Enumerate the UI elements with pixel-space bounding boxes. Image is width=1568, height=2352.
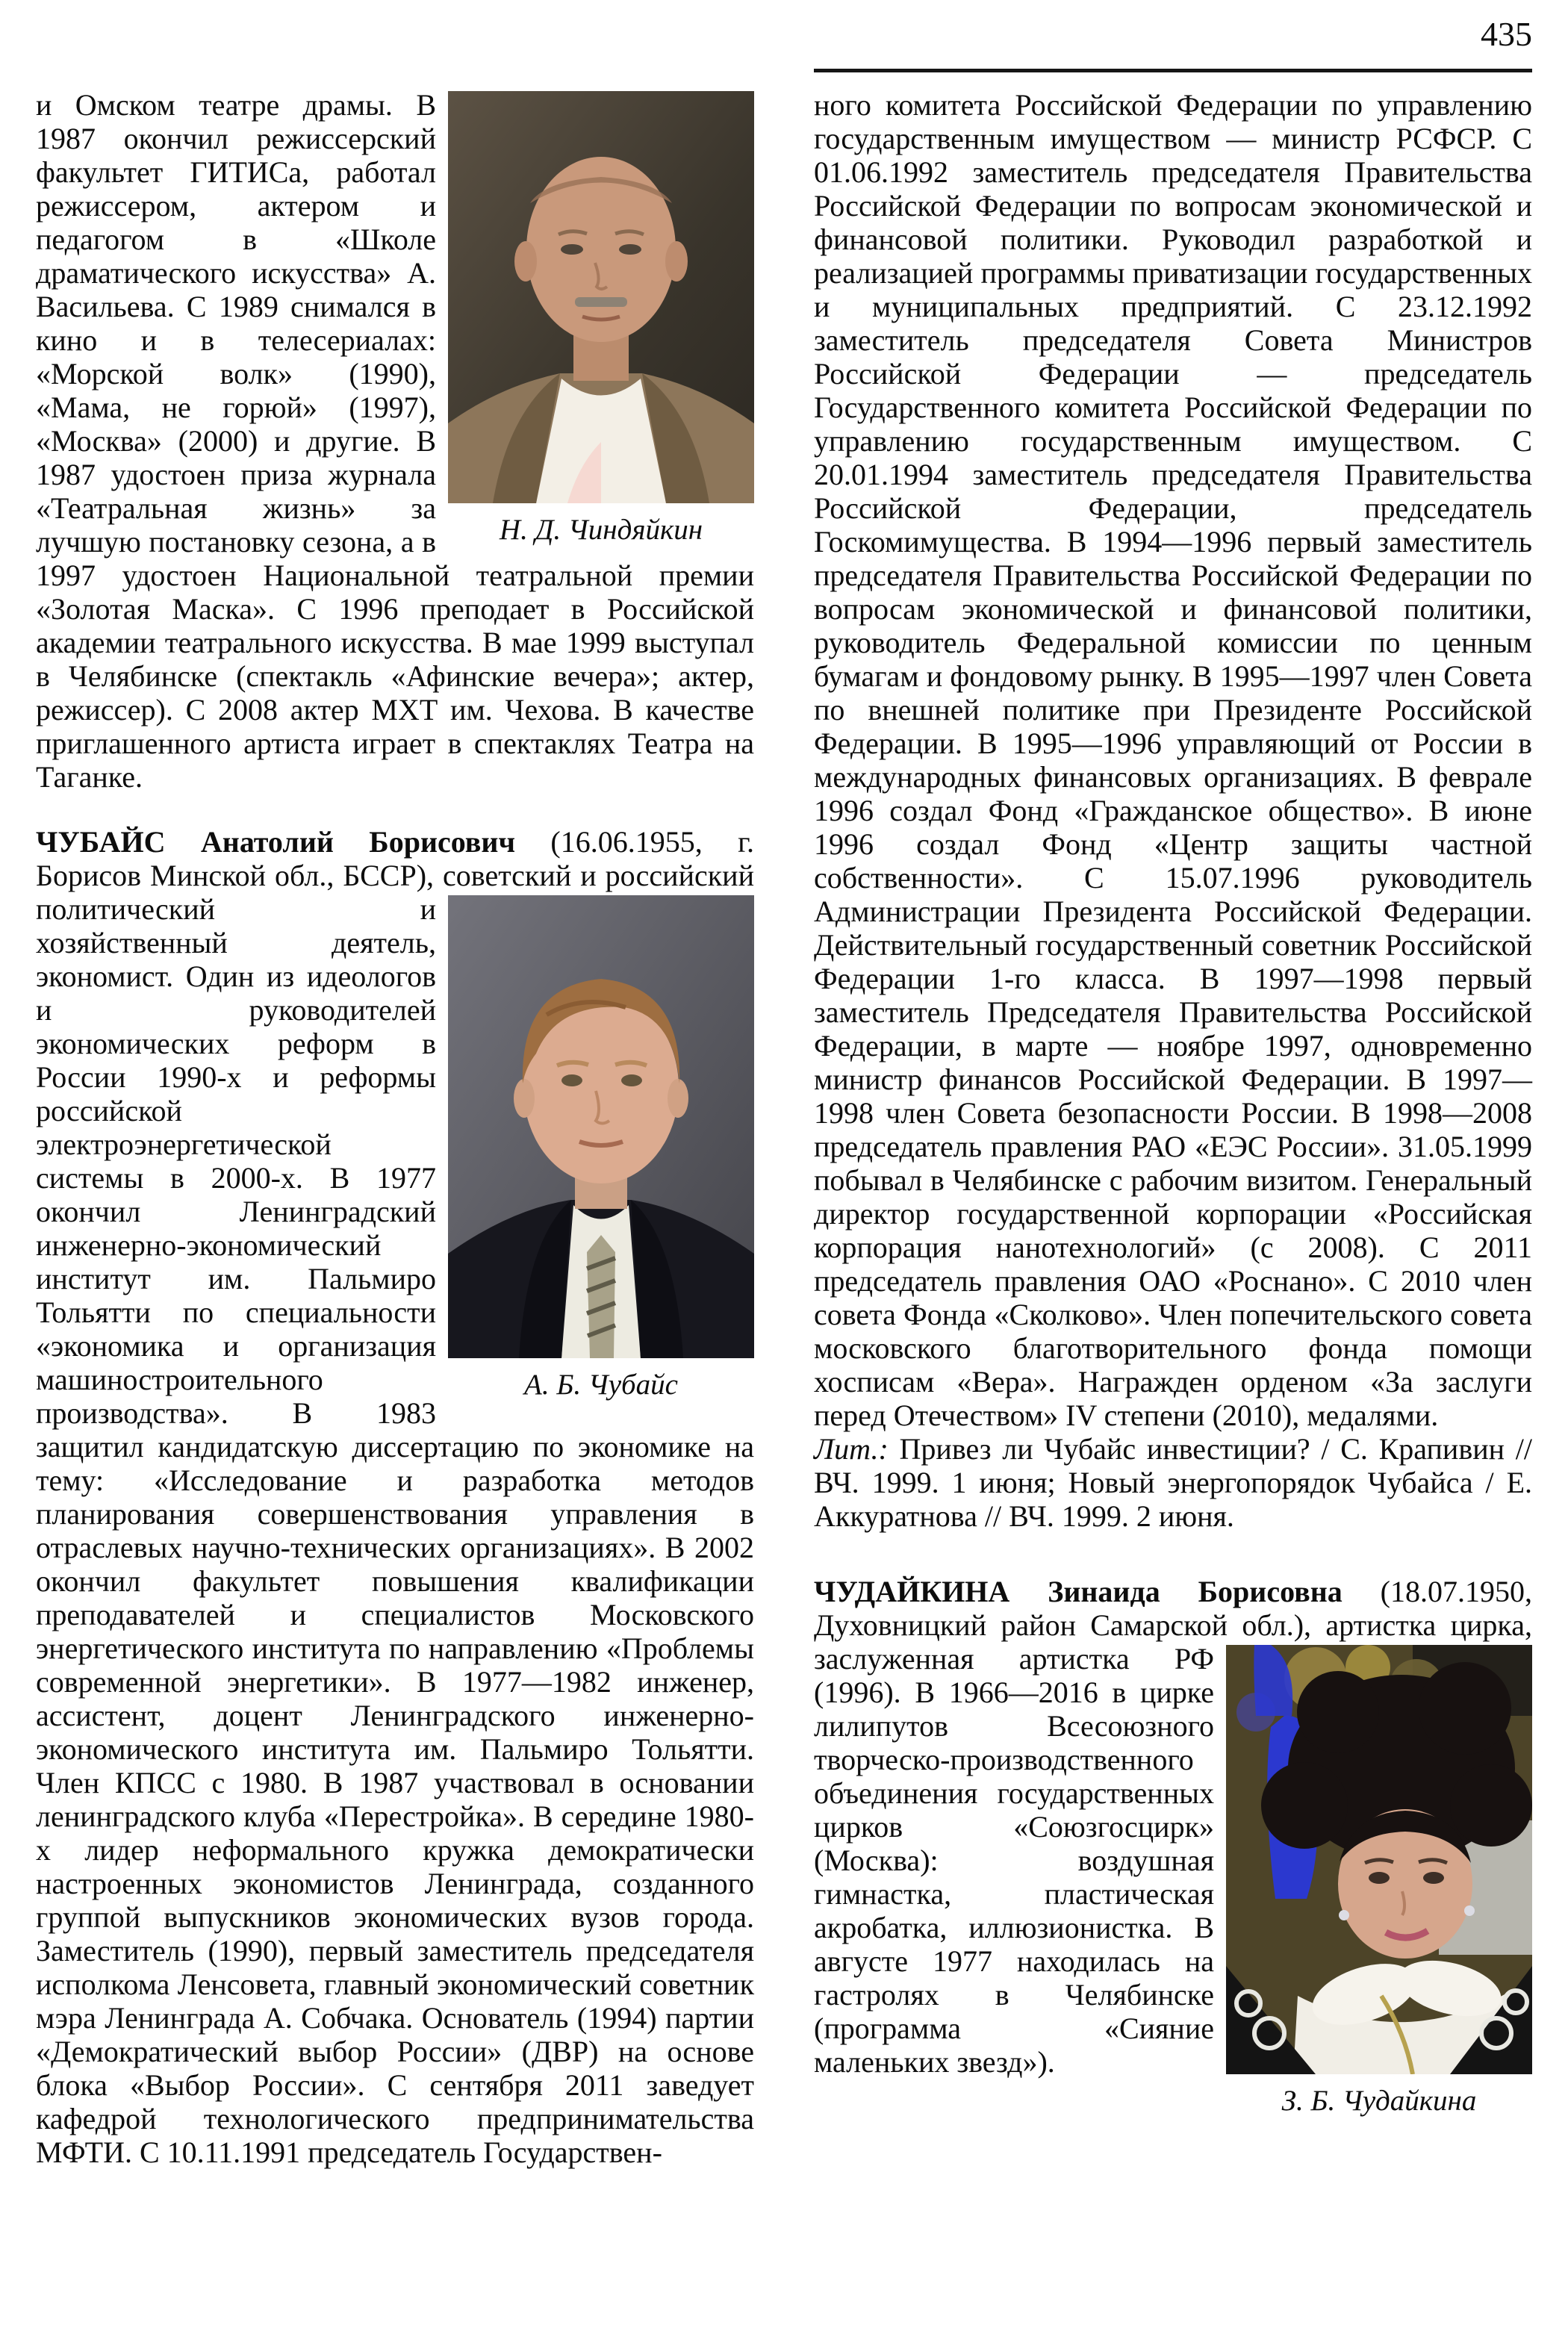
chudaykina-entry-text: цирка, заслуженная артистка РФ (1996). В 1966—2016 в цирке лилипутов Всесоюзного творческо-производственного объединения государственных цирков «Союзгосцирк» (Москва): воздушная гимнастка, пластическая акробатка, иллюзионистка. В августе 1977 находилась на гастролях в Челябинске (программа «Сияние маленьких звезд»). [814,1608,1532,2079]
right-column [814,88,1532,2128]
chubais-continuation-paragraph [814,88,1532,1432]
literature-text: Привез ли Чубайс инвестиции? / С. Крапивин // ВЧ. 1999. 1 июня; Новый энергопорядок Чубайса / Е. Аккуратнова // ВЧ. 1999. 2 июня. [814,1432,1532,1533]
chubais-photo-caption: А. Б. Чубайс [524,1369,678,1401]
chindyaikin-photo-caption: Н. Д. Чиндяйкин [499,514,703,546]
chudaykina-headword: ЧУДАЙКИНА Зинаида Борисовна [814,1575,1343,1608]
chindyaikin-article-paragraph [36,88,754,794]
chindyaikin-photo [448,91,754,503]
chudaykina-head-rest: (18.07.1950, Духовницкий район Самарской обл.), артистка [814,1575,1532,1642]
literature-paragraph [814,1432,1532,1533]
chudaykina-photo-caption: З. Б. Чудайкина [1281,2085,1477,2117]
chudaykina-figure [1226,1645,1532,2118]
chudaykina-entry [814,1575,1532,2117]
chubais-continuation-text: ного комитета Российской Федерации по управлению государственным имуществом — министр РСФСР. С 01.06.1992 заместитель председателя Правительства Российской Федерации по вопросам экономической и финансовой политики. Руководил разработкой и реализацией программы приватизации государственных и муниципальных предприятий. С 23.12.1992 заместитель председателя Совета Министров Российской Федерации — председатель Государственного комитета Российской Федерации по управлению государственным имуществом. С 20.01.1994 заместитель председателя Правительства Российской Федерации, председатель Госкомимущества. В 1994—1996 первый заместитель председателя Правительства Российской Федерации по вопросам экономической и финансовой политики, руководитель Федеральной комиссии по ценным бумагам и фондовому рынку. В 1995—1997 член Совета по внешней политике при Президенте Российской Федерации. В 1995—1996 управляющий от России в международных финансовых организациях. В феврале 1996 создал Фонд «Гражданское общество». В июне 1996 создал Фонд «Центр защиты частной собственности». С 15.07.1996 руководитель Администрации Президента Российской Федерации. Действительный государственный советник Российской Федерации 1-го класса. В 1997—1998 первый заместитель Председателя Правительства Российской Федерации, в марте — ноябре 1997, одновременно министр финансов Российской Федерации. В 1997—1998 член Совета безопасности России. В 1998—2008 председатель правления РАО «ЕЭС России». 31.05.1999 побывал в Челябинске с рабочим визитом. Генеральный директор государственной корпорации «Российская корпорация нанотехнологий» (с 2008). С 2011 председатель правления ОАО «Роснано». С 2010 член совета Фонда «Сколково». Член попечительского совета московского благотворительного фонда помощи хосписам «Вера». Награжден орденом «За заслуги перед Отечеством» IV степени (2010), медалями. [814,88,1532,1432]
chubais-figure [448,895,754,1401]
chindyaikin-article-text: и Омском театре драмы. В 1987 окончил режиссерский факультет ГИТИСа, работал режиссером, актером и педагогом в «Школе драматического искусства» А. Васильева. С 1989 снимался в кино и в телесериалах: «Морской волк» (1990), «Мама, не горюй» (1997), «Москва» (2000) и другие. В 1987 удостоен приза журнала «Театральная жизнь» за лучшую постановку сезона, а в 1997 удостоен Национальной театральной премии «Золотая Маска». С 1996 преподает в Российской академии театрального искусства. В мае 1999 выступал в Челябинске (спектакль «Афинские вечера»; актер, режиссер). С 2008 актер МХТ им. Чехова. В качестве приглашенного артиста играет в спектаклях Театра на Таганке. [36,88,754,794]
chubais-entry-text: российский политический и хозяйственный деятель, экономист. Один из идеологов и руководителей экономических реформ в России 1990-х и реформы российской электроэнергетической системы в 2000-х. В 1977 окончил Ленинградский инженерно-экономический институт им. Пальмиро Тольятти по специальности «экономика и организация машиностроительного производства». В 1983 защитил кандидатскую диссертацию по экономике на тему: «Исследование и разработка методов планирования совершенствования управления в отраслевых научно-технических организациях». В 2002 окончил факультет повышения квалификации преподавателей и специалистов Московского энергетического института по направлению «Проблемы современной энергетики». В 1977—1982 инженер, ассистент, доцент Ленинградского инженерно-экономического института им. Пальмиро Тольятти. Член КПСС с 1980. В 1987 участвовал в основании ленинградского клуба «Перестройка». В середине 1980-х лидер неформального кружка демократически настроенных экономистов Ленинграда, созданного группой выпускников экономических вузов города. Заместитель (1990), первый заместитель председателя исполкома Ленсовета, главный экономический советник мэра Ленинграда А. Собчака. Основатель (1994) партии «Демократический выбор России» (ДВР) на основе блока «Выбор России». С сентября 2011 заведует кафедрой технологического предпринимательства МФТИ. С 10.11.1991 председатель Государствен- [36,859,754,2169]
chudaykina-photo [1226,1645,1532,2074]
chindyaikin-figure [448,91,754,547]
chubais-headword: ЧУБАЙС Анатолий Борисович [36,825,516,859]
header-rule [814,69,1532,72]
literature-label: Лит.: [814,1432,889,1466]
chubais-head-rest: (16.06.1955, г. Борисов Минской обл., БССР), советский и [36,825,754,892]
chubais-photo [448,895,754,1358]
page-number: 435 [1481,15,1532,53]
chubais-entry [36,825,754,2169]
left-column [36,88,754,2169]
